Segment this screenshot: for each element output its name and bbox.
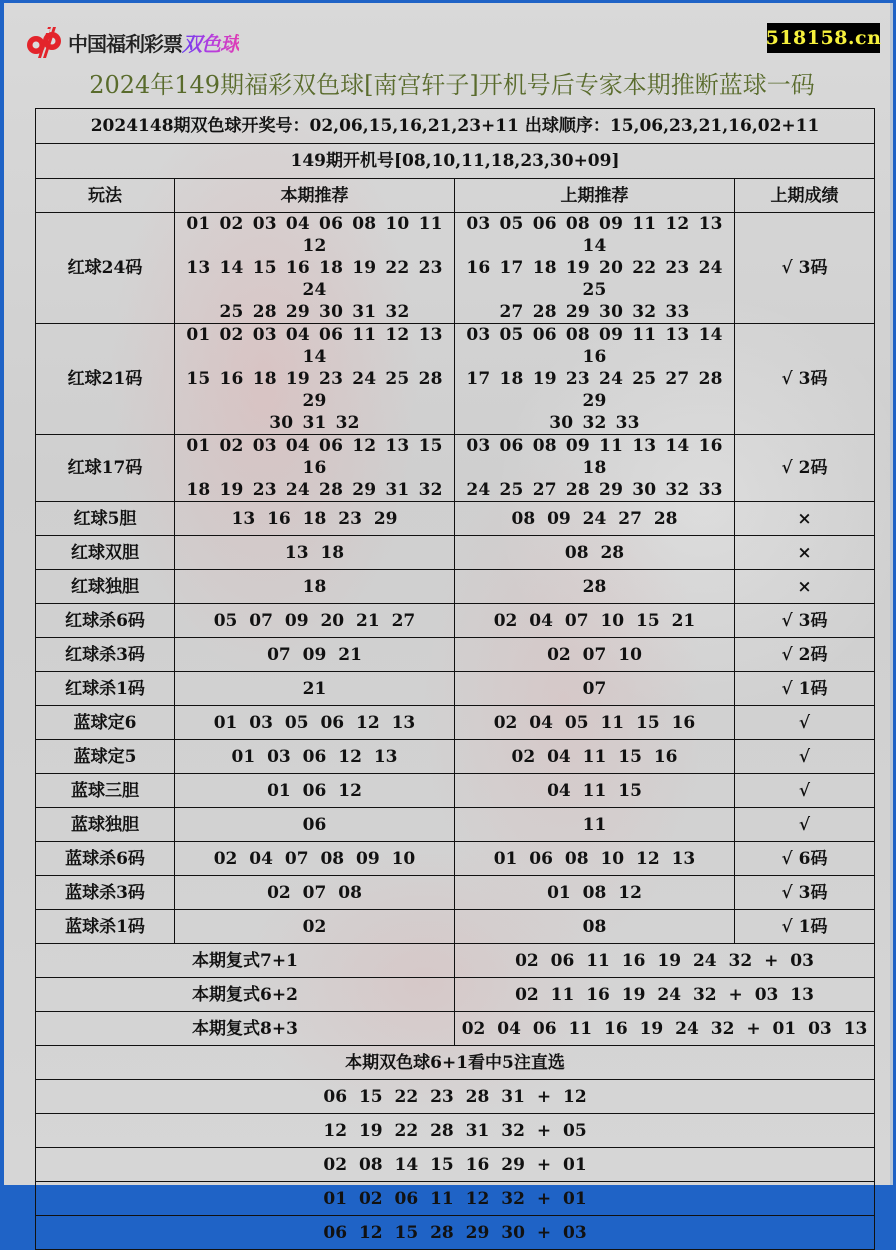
- pick-numbers: 02 08 14 15 16 29 + 01: [36, 1148, 875, 1182]
- result-cell: √ 2码: [735, 435, 875, 502]
- page-title: 2024年149期福彩双色球[南宫轩子]开机号后专家本期推断蓝球一码: [89, 71, 815, 99]
- table-row: [36, 536, 875, 570]
- table-row: [36, 435, 875, 502]
- result-cell: ×: [735, 502, 875, 536]
- fushi-numbers: 02 06 11 16 19 24 32 + 03: [455, 944, 875, 978]
- previous-numbers: 02 04 05 11 15 16: [455, 706, 735, 740]
- current-numbers: 01 06 12: [175, 774, 455, 808]
- pick-row: [36, 1148, 875, 1182]
- result-cell: √ 6码: [735, 842, 875, 876]
- play-label: 红球杀6码: [36, 604, 175, 638]
- pick-row: [36, 1080, 875, 1114]
- page-frame: [4, 3, 893, 1243]
- pick-row: [36, 1182, 875, 1216]
- pick-numbers: 06 15 22 23 28 31 + 12: [36, 1080, 875, 1114]
- number-line: 01 02 03 04 06 08 10 11 12: [186, 214, 443, 256]
- current-numbers: [175, 435, 455, 502]
- header-current: 本期推荐: [175, 179, 455, 213]
- previous-numbers: 04 11 15: [455, 774, 735, 808]
- fushi-row: [36, 944, 875, 978]
- play-label: 蓝球定5: [36, 740, 175, 774]
- logo-text: 中国福利彩票: [68, 31, 182, 56]
- number-line: 17 18 19 23 24 25 27 28 29: [466, 369, 723, 411]
- previous-numbers: 08 28: [455, 536, 735, 570]
- current-numbers: 21: [175, 672, 455, 706]
- play-label: 蓝球定6: [36, 706, 175, 740]
- header-row: [36, 179, 875, 213]
- table-row: [36, 672, 875, 706]
- result-cell: √ 3码: [735, 324, 875, 435]
- play-label: 红球杀1码: [36, 672, 175, 706]
- table-row: [36, 876, 875, 910]
- play-label: 红球双胆: [36, 536, 175, 570]
- previous-numbers: 02 04 07 10 15 21: [455, 604, 735, 638]
- result-cell: √ 3码: [735, 604, 875, 638]
- cwl-logo: [24, 25, 239, 59]
- table-row: [36, 324, 875, 435]
- result-cell: √ 3码: [735, 213, 875, 324]
- header-play: 玩法: [36, 179, 175, 213]
- table-row: [36, 638, 875, 672]
- fushi-label: 本期复式8+3: [36, 1012, 455, 1046]
- number-line: 16 17 18 19 20 22 23 24 25: [466, 258, 723, 300]
- previous-numbers: 01 08 12: [455, 876, 735, 910]
- result-cell: √: [735, 808, 875, 842]
- number-line: 03 05 06 08 09 11 12 13 14: [466, 214, 723, 256]
- previous-numbers: 01 06 08 10 12 13: [455, 842, 735, 876]
- play-label: 红球5胆: [36, 502, 175, 536]
- last-draw-info: 2024148期双色球开奖号：02,06,15,16,21,23+11 出球顺序：15,06,23,21,16,02+11: [36, 109, 875, 144]
- machine-numbers-info: 149期开机号[08,10,11,18,23,30+09]: [36, 144, 875, 179]
- pick-numbers: 01 02 06 11 12 32 + 01: [36, 1182, 875, 1216]
- table-row: [36, 774, 875, 808]
- number-line: 03 06 08 09 11 13 14 16 18: [466, 436, 723, 478]
- table-row: [36, 706, 875, 740]
- result-cell: √ 2码: [735, 638, 875, 672]
- result-cell: √: [735, 774, 875, 808]
- number-line: 01 02 03 04 06 12 13 15 16: [186, 436, 443, 478]
- table-row: [36, 604, 875, 638]
- play-label: 蓝球三胆: [36, 774, 175, 808]
- previous-numbers: 08: [455, 910, 735, 944]
- play-label: 红球17码: [36, 435, 175, 502]
- number-line: 25 28 29 30 31 32: [219, 302, 410, 322]
- current-numbers: 06: [175, 808, 455, 842]
- table-row: [36, 213, 875, 324]
- play-label: 红球独胆: [36, 570, 175, 604]
- table-row: [36, 740, 875, 774]
- picks-title-row: [36, 1046, 875, 1080]
- pick-row: [36, 1216, 875, 1250]
- fushi-row: [36, 1012, 875, 1046]
- fushi-numbers: 02 11 16 19 24 32 + 03 13: [455, 978, 875, 1012]
- number-line: 27 28 29 30 32 33: [499, 302, 690, 322]
- picks-title: 本期双色球6+1看中5注直选: [36, 1046, 875, 1080]
- play-label: 蓝球独胆: [36, 808, 175, 842]
- site-badge[interactable]: 518158.cn: [767, 23, 880, 53]
- number-line: 13 14 15 16 18 19 22 23 24: [186, 258, 443, 300]
- current-numbers: 07 09 21: [175, 638, 455, 672]
- fushi-label: 本期复式7+1: [36, 944, 455, 978]
- number-line: 24 25 27 28 29 30 32 33: [466, 480, 723, 500]
- result-cell: √ 3码: [735, 876, 875, 910]
- number-line: 30 31 32: [269, 413, 360, 433]
- fushi-label: 本期复式6+2: [36, 978, 455, 1012]
- current-numbers: [175, 324, 455, 435]
- previous-numbers: 08 09 24 27 28: [455, 502, 735, 536]
- result-cell: ×: [735, 570, 875, 604]
- current-numbers: 05 07 09 20 21 27: [175, 604, 455, 638]
- pick-numbers: 12 19 22 28 31 32 + 05: [36, 1114, 875, 1148]
- current-numbers: 02 07 08: [175, 876, 455, 910]
- play-label: 红球杀3码: [36, 638, 175, 672]
- current-numbers: 01 03 06 12 13: [175, 740, 455, 774]
- previous-numbers: [455, 213, 735, 324]
- current-numbers: 18: [175, 570, 455, 604]
- previous-numbers: [455, 324, 735, 435]
- info-row-last-draw: [36, 109, 875, 144]
- info-row-machine-numbers: [36, 144, 875, 179]
- current-numbers: 01 03 05 06 12 13: [175, 706, 455, 740]
- play-label: 蓝球杀3码: [36, 876, 175, 910]
- current-numbers: [175, 213, 455, 324]
- previous-numbers: 11: [455, 808, 735, 842]
- number-line: 01 02 03 04 06 11 12 13 14: [186, 325, 443, 367]
- current-numbers: 02 04 07 08 09 10: [175, 842, 455, 876]
- number-line: 03 05 06 08 09 11 13 14 16: [466, 325, 723, 367]
- current-numbers: 13 18: [175, 536, 455, 570]
- previous-numbers: 07: [455, 672, 735, 706]
- table-row: [36, 808, 875, 842]
- table-row: [36, 910, 875, 944]
- previous-numbers: 28: [455, 570, 735, 604]
- result-cell: √: [735, 740, 875, 774]
- result-cell: ×: [735, 536, 875, 570]
- header-previous: 上期推荐: [455, 179, 735, 213]
- previous-numbers: 02 04 11 15 16: [455, 740, 735, 774]
- logo-text-ssq: 双色球: [182, 28, 239, 57]
- pick-numbers: 06 12 15 28 29 30 + 03: [36, 1216, 875, 1250]
- result-cell: √ 1码: [735, 672, 875, 706]
- table-row: [36, 502, 875, 536]
- cwl-logo-icon: [24, 25, 64, 59]
- play-label: 红球21码: [36, 324, 175, 435]
- number-line: 15 16 18 19 23 24 25 28 29: [186, 369, 443, 411]
- header-result: 上期成绩: [735, 179, 875, 213]
- table-row: [36, 570, 875, 604]
- fushi-row: [36, 978, 875, 1012]
- previous-numbers: 02 07 10: [455, 638, 735, 672]
- table-row: [36, 842, 875, 876]
- prediction-table: [35, 108, 875, 1250]
- number-line: 30 32 33: [549, 413, 640, 433]
- current-numbers: 13 16 18 23 29: [175, 502, 455, 536]
- result-cell: √: [735, 706, 875, 740]
- current-numbers: 02: [175, 910, 455, 944]
- fushi-numbers: 02 04 06 11 16 19 24 32 + 01 03 13: [455, 1012, 875, 1046]
- number-line: 18 19 23 24 28 29 31 32: [186, 480, 443, 500]
- pick-row: [36, 1114, 875, 1148]
- play-label: 红球24码: [36, 213, 175, 324]
- play-label: 蓝球杀1码: [36, 910, 175, 944]
- result-cell: √ 1码: [735, 910, 875, 944]
- play-label: 蓝球杀6码: [36, 842, 175, 876]
- previous-numbers: [455, 435, 735, 502]
